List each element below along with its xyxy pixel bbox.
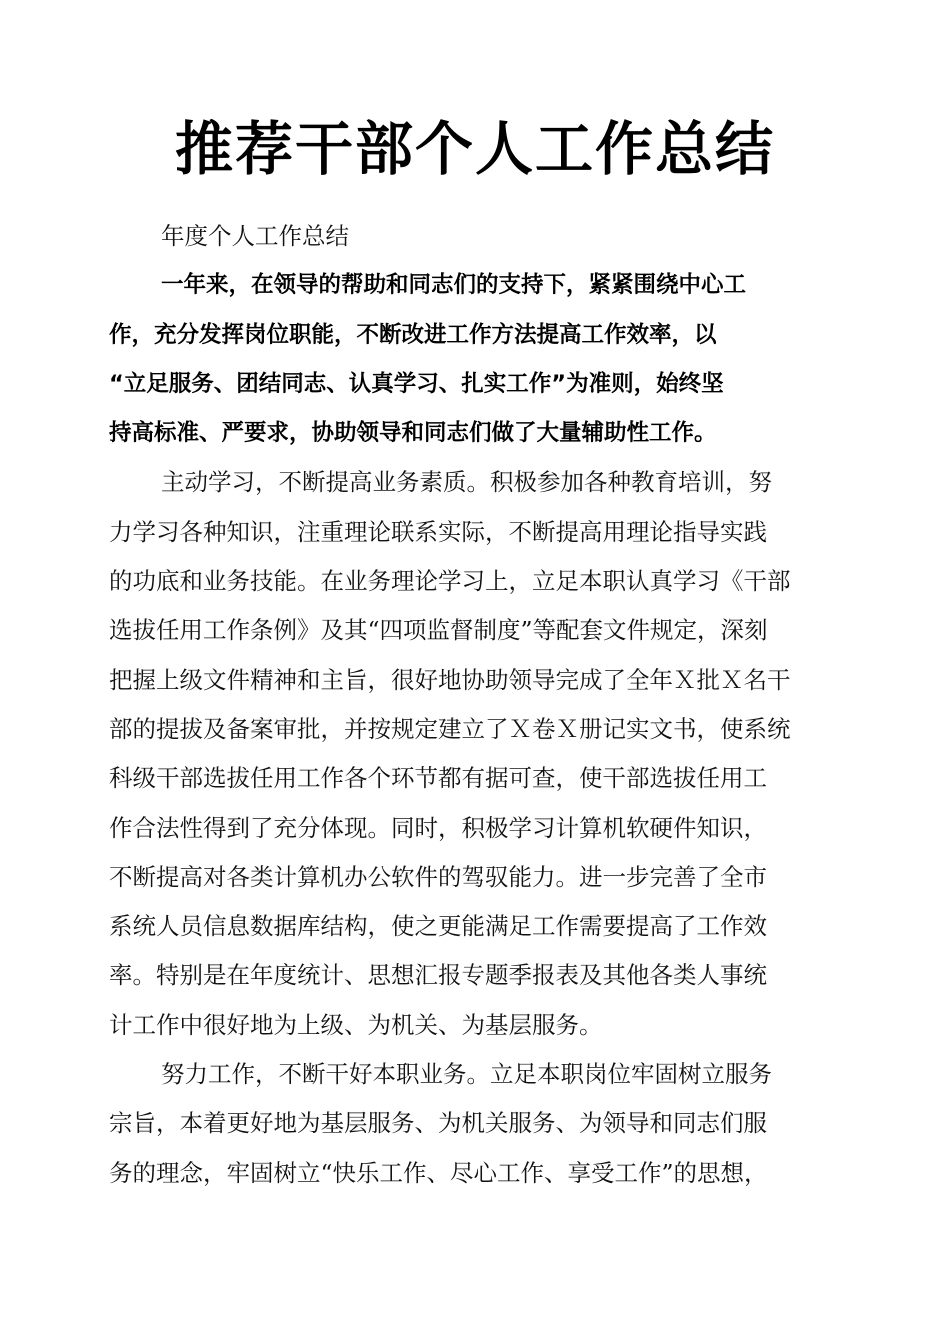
paragraph-line: 不断提高对各类计算机办公软件的驾驭能力。进一步完善了全市 — [109, 862, 767, 891]
paragraph-line: “立足服务、团结同志、认真学习、扎实工作”为准则，始终坚 — [109, 370, 724, 397]
paragraph-line: 把握上级文件精神和主旨，很好地协助领导完成了全年Ｘ批Ｘ名干 — [109, 665, 791, 694]
paragraph-line: 力学习各种知识，注重理论联系实际，不断提高用理论指导实践 — [109, 517, 767, 546]
paragraph-line: 部的提拔及备案审批，并按规定建立了Ｘ卷Ｘ册记实文书，使系统 — [109, 714, 791, 743]
paragraph-line: 作，充分发挥岗位职能，不断改进工作方法提高工作效率，以 — [109, 321, 717, 348]
study-paragraph — [109, 458, 845, 1050]
paragraph-line: 努力工作，不断干好本职业务。立足本职岗位牢固树立服务 — [161, 1060, 772, 1089]
summary-paragraph — [109, 261, 845, 458]
document-body — [109, 212, 845, 1198]
paragraph-line: 计工作中很好地为上级、为机关、为基层服务。 — [109, 1010, 603, 1039]
document-title: 推荐干部个人工作总结 — [174, 114, 775, 183]
paragraph-line: 主动学习，不断提高业务素质。积极参加各种教育培训，努 — [161, 468, 772, 497]
paragraph-line: 科级干部选拔任用工作各个环节都有据可查，使干部选拔任用工 — [109, 764, 767, 793]
paragraph-line: 务的理念，牢固树立“快乐工作、尽心工作、享受工作”的思想， — [109, 1158, 768, 1187]
paragraph-line: 率。特别是在年度统计、思想汇报专题季报表及其他各类人事统 — [109, 961, 767, 990]
paragraph-line: 选拔任用工作条例》及其“四项监督制度”等配套文件规定，深刻 — [109, 616, 768, 645]
paragraph-line: 系统人员信息数据库结构，使之更能满足工作需要提高了工作效 — [109, 912, 767, 941]
document-subtitle: 年度个人工作总结 — [161, 222, 349, 250]
paragraph-line: 持高标准、严要求，协助领导和同志们做了大量辅助性工作。 — [109, 420, 717, 447]
paragraph-line: 作合法性得到了充分体现。同时，积极学习计算机软硬件知识， — [109, 813, 767, 842]
paragraph-line: 一年来，在领导的帮助和同志们的支持下，紧紧围绕中心工 — [161, 272, 747, 299]
work-paragraph — [109, 1050, 845, 1198]
paragraph-line: 宗旨，本着更好地为基层服务、为机关服务、为领导和同志们服 — [109, 1109, 767, 1138]
paragraph-line: 的功底和业务技能。在业务理论学习上，立足本职认真学习《干部 — [109, 567, 791, 596]
